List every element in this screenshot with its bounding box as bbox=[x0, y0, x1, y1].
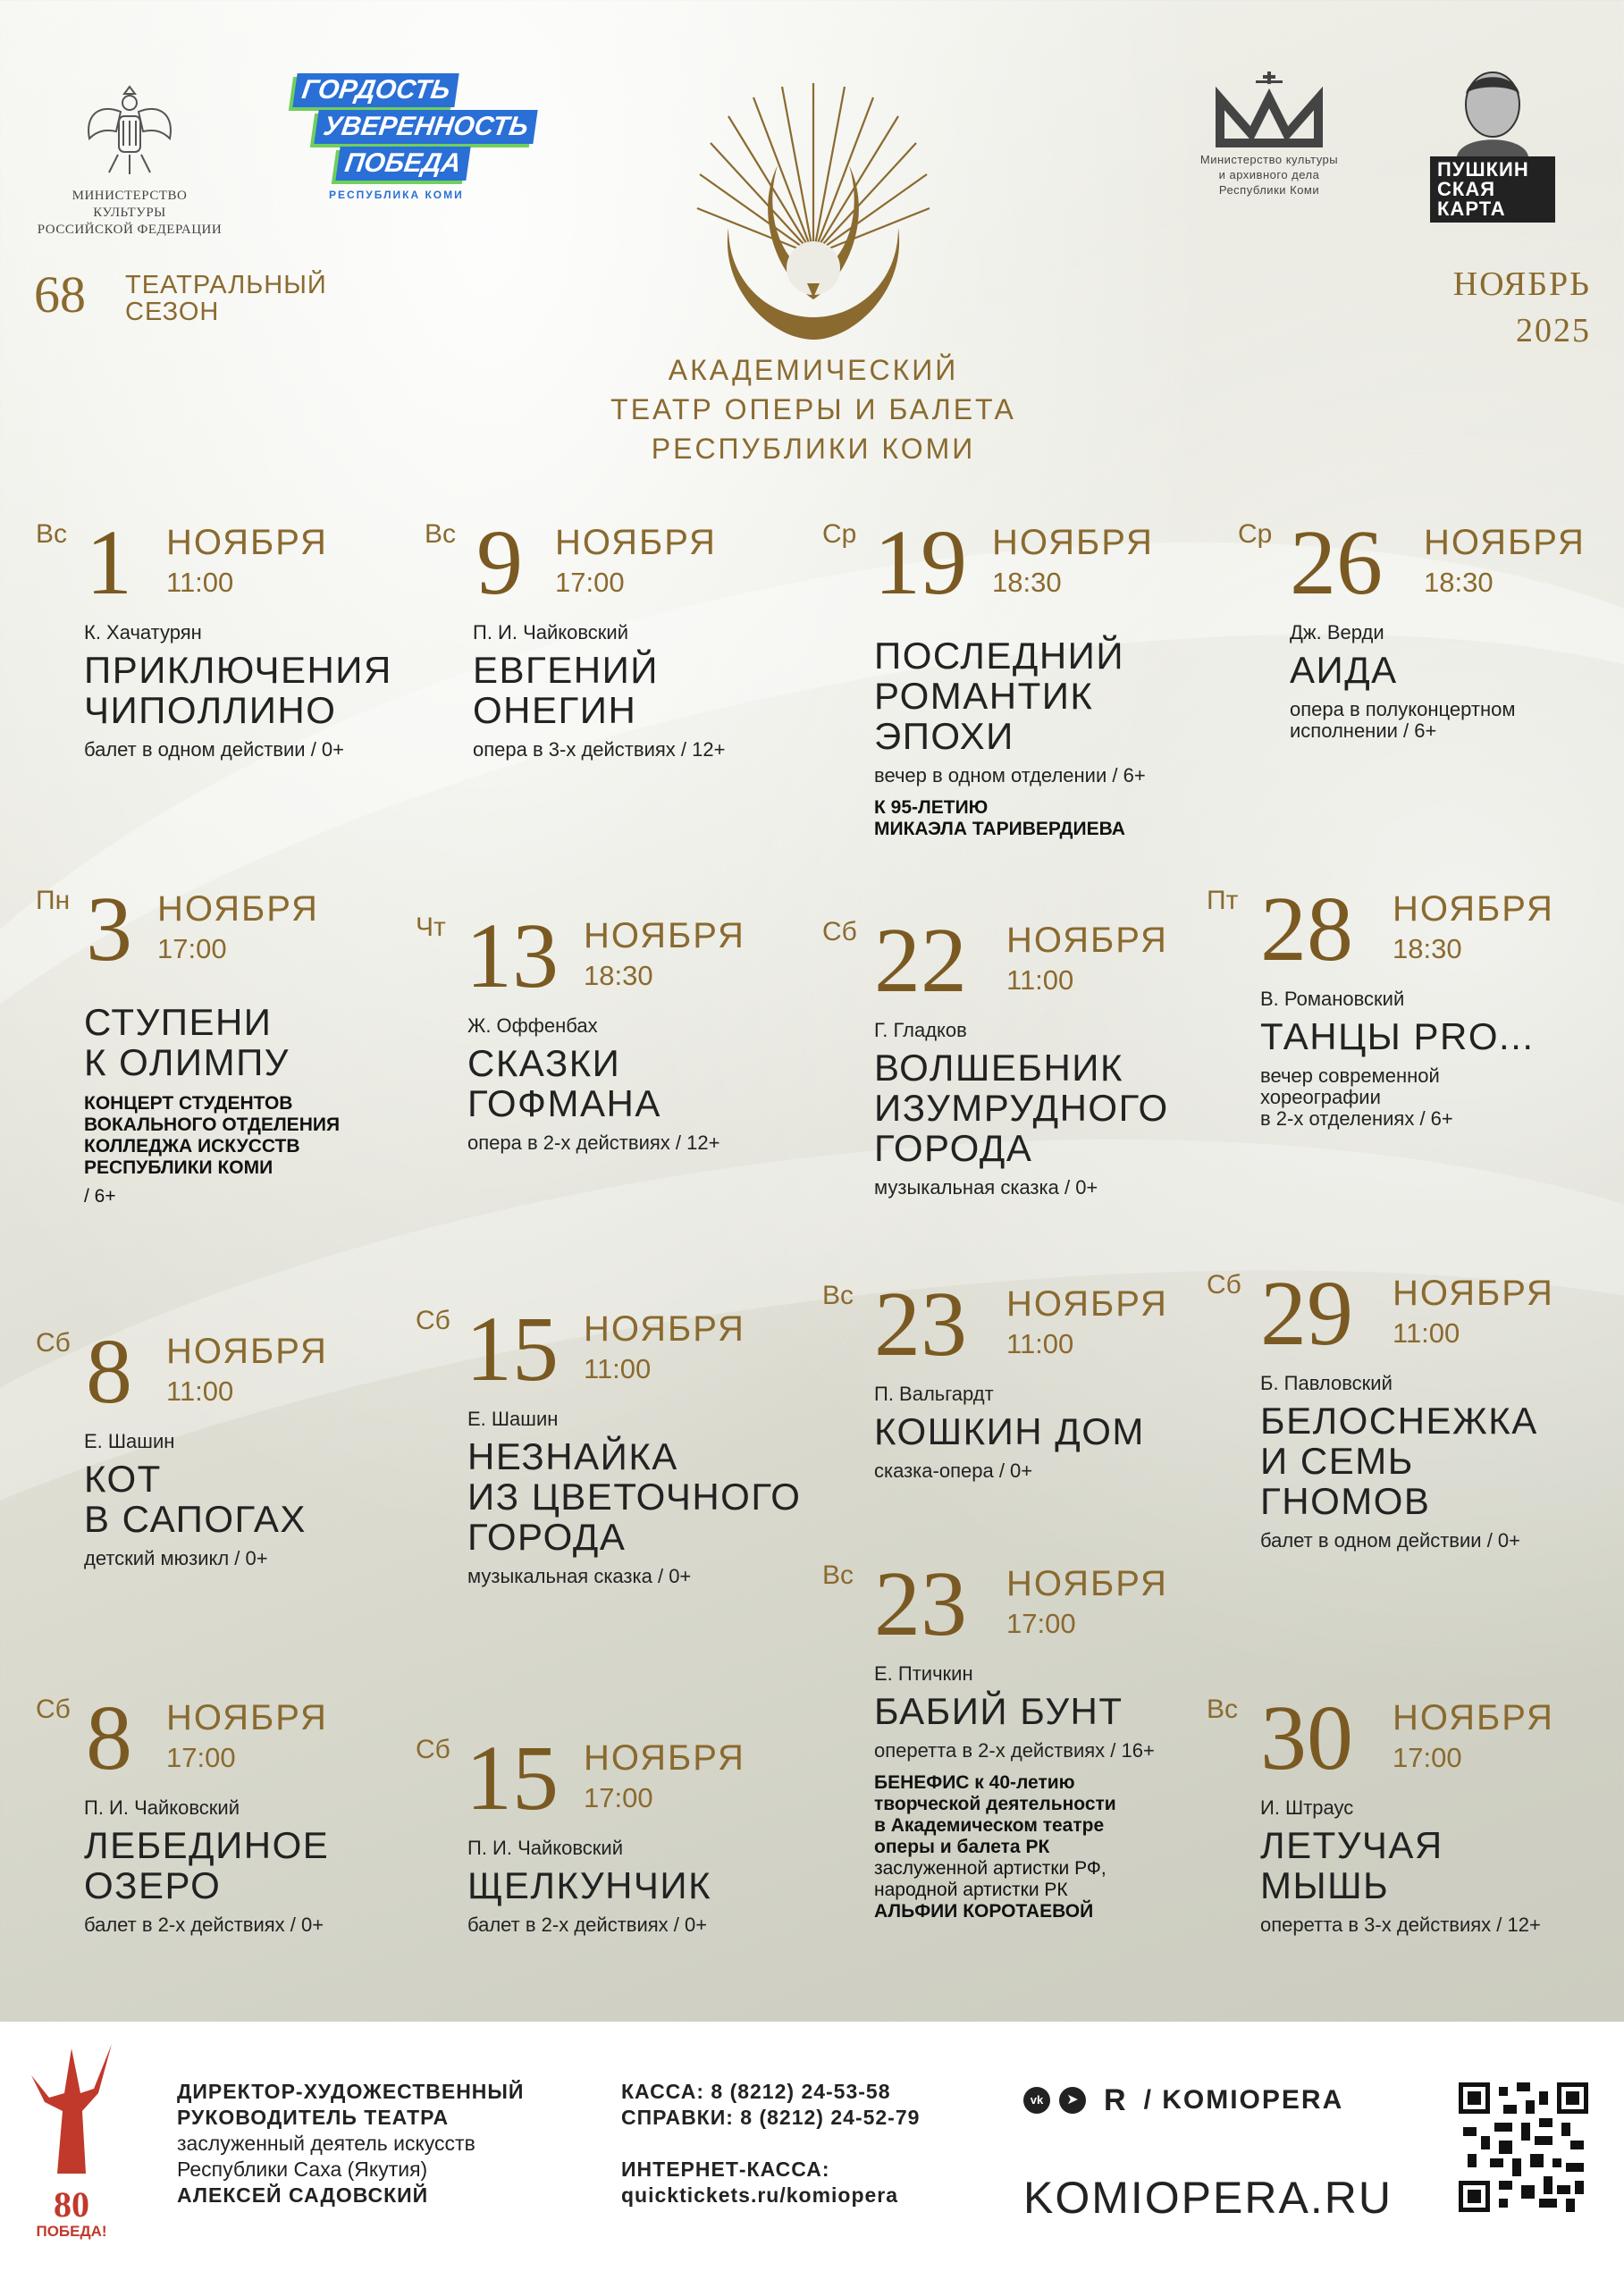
event-day: 13 bbox=[466, 904, 559, 1007]
event-note-line: БЕНЕФИС к 40-летию bbox=[874, 1772, 1075, 1793]
event-genre-line: музыкальная сказка / 0+ bbox=[874, 1176, 1098, 1199]
ministry-right-line-3: Республики Коми bbox=[1218, 183, 1320, 197]
event-genre-line: оперетта в 3-х действиях / 12+ bbox=[1260, 1914, 1541, 1936]
event-genre bbox=[467, 1566, 834, 1587]
theatre-name bbox=[545, 350, 1081, 468]
coat-of-arms-icon bbox=[36, 76, 223, 183]
event-genre bbox=[84, 1914, 450, 1936]
contacts-block bbox=[621, 2079, 920, 2208]
ministry-left-line-2: РОССИЙСКОЙ ФЕДЕРАЦИИ bbox=[37, 223, 223, 237]
event-month: НОЯБРЯ bbox=[584, 1309, 745, 1349]
event-month: НОЯБРЯ bbox=[1424, 523, 1586, 562]
event-time: 18:30 bbox=[1393, 933, 1462, 964]
theatre-name-line-1: АКАДЕМИЧЕСКИЙ bbox=[668, 354, 959, 386]
event-title[interactable]: ЩЕЛКУНЧИК bbox=[467, 1864, 712, 1906]
website-link[interactable]: KOMIOPERA.RU bbox=[1023, 2173, 1393, 2223]
event-genre bbox=[874, 1740, 1241, 1762]
event-genre-line: опера в полуконцертном bbox=[1290, 698, 1516, 720]
event-title[interactable]: ГОРОДА bbox=[467, 1516, 627, 1558]
event-title[interactable]: СТУПЕНИ bbox=[84, 1001, 273, 1043]
event-composer: И. Штраус bbox=[1260, 1796, 1354, 1819]
ministry-left-line-1: МИНИСТЕРСТВО КУЛЬТУРЫ bbox=[72, 189, 188, 220]
event-note-line: КОЛЛЕДЖА ИСКУССТВ bbox=[84, 1136, 300, 1157]
qr-code-icon[interactable] bbox=[1459, 2082, 1588, 2212]
event-genre-line: балет в 2-х действиях / 0+ bbox=[84, 1914, 324, 1936]
event-genre-line: сказка-опера / 0+ bbox=[874, 1459, 1033, 1482]
theatre-name-line-3: РЕСПУБЛИКИ КОМИ bbox=[651, 433, 976, 465]
rutube-icon[interactable]: R bbox=[1104, 2082, 1126, 2117]
event-note bbox=[84, 1093, 450, 1179]
event-month: НОЯБРЯ bbox=[1006, 1564, 1168, 1603]
event-day: 29 bbox=[1260, 1262, 1353, 1365]
event-details bbox=[84, 988, 450, 1207]
year-heading: 2025 bbox=[1516, 312, 1591, 349]
event-title[interactable]: БАБИЙ БУНТ bbox=[874, 1690, 1123, 1732]
event-composer: Б. Павловский bbox=[1260, 1372, 1393, 1394]
director-title-2: Республики Саха (Якутия) bbox=[177, 2158, 428, 2181]
event-title[interactable]: КОТ bbox=[84, 1458, 162, 1500]
event-genre-line: оперетта в 2-х действиях / 16+ bbox=[874, 1739, 1155, 1762]
event-note-line: ВОКАЛЬНОГО ОТДЕЛЕНИЯ bbox=[84, 1115, 341, 1135]
social-row bbox=[1023, 2082, 1343, 2118]
event-composer: П. И. Чайковский bbox=[473, 621, 629, 644]
event-genre bbox=[874, 1460, 1241, 1482]
event-title[interactable]: ГНОМОВ bbox=[1260, 1480, 1431, 1522]
event-day: 28 bbox=[1260, 878, 1353, 980]
event-composer: Дж. Верди bbox=[1290, 621, 1384, 644]
ministry-right-line-2: и архивного дела bbox=[1218, 168, 1320, 181]
event-title[interactable]: ИЗ ЦВЕТОЧНОГО bbox=[467, 1476, 802, 1518]
event-genre-line: вечер современной bbox=[1260, 1064, 1440, 1087]
event-details bbox=[874, 1383, 1241, 1482]
event-day: 26 bbox=[1290, 511, 1383, 614]
event-title[interactable]: ОНЕГИН bbox=[473, 689, 637, 731]
event-composer: П. И. Чайковский bbox=[467, 1837, 624, 1859]
info-phone[interactable]: СПРАВКИ: 8 (8212) 24-52-79 bbox=[621, 2106, 921, 2129]
event-details bbox=[1260, 988, 1624, 1130]
event-genre bbox=[1260, 1065, 1624, 1130]
pushkin-portrait-icon bbox=[1439, 67, 1546, 156]
event-honoree: АЛЬФИИ КОРОТАЕВОЙ bbox=[874, 1901, 1094, 1922]
event-time: 17:00 bbox=[166, 1742, 236, 1773]
event-weekday: Ср bbox=[822, 519, 857, 549]
event-details bbox=[84, 1796, 450, 1936]
event-composer: К. Хачатурян bbox=[84, 621, 202, 644]
event-details bbox=[1260, 1372, 1624, 1552]
event-title[interactable]: ГОФМАНА bbox=[467, 1082, 661, 1124]
event-title[interactable]: ЧИПОЛЛИНО bbox=[84, 689, 337, 731]
event-genre bbox=[467, 1132, 834, 1154]
ministry-right-line-1: Министерство культуры bbox=[1199, 153, 1339, 166]
pushkin-line-3: КАРТА bbox=[1437, 198, 1506, 220]
pushkin-line-1: ПУШКИН bbox=[1437, 158, 1529, 181]
event-weekday: Ср bbox=[1238, 519, 1273, 549]
month-year bbox=[1323, 261, 1591, 354]
event-time: 11:00 bbox=[1393, 1317, 1460, 1349]
event-age: / 6+ bbox=[84, 1186, 116, 1207]
event-month: НОЯБРЯ bbox=[584, 1738, 745, 1778]
event-genre-line: опера в 3-х действиях / 12+ bbox=[473, 738, 726, 761]
victory-80-badge bbox=[27, 2040, 116, 2272]
event-weekday: Пт bbox=[1207, 886, 1239, 915]
director-title-1: заслуженный деятель искусств bbox=[177, 2132, 475, 2155]
event-details bbox=[84, 1430, 450, 1569]
pride-line-3: ПОБЕДА bbox=[335, 147, 470, 181]
event-month: НОЯБРЯ bbox=[584, 916, 745, 955]
event-composer: П. И. Чайковский bbox=[84, 1796, 240, 1819]
event-month: НОЯБРЯ bbox=[1393, 1698, 1554, 1737]
season-label-line-2: СЕЗОН bbox=[125, 298, 220, 326]
event-title[interactable]: МЫШЬ bbox=[1260, 1864, 1390, 1906]
event-note-line: в Академическом театре bbox=[874, 1815, 1105, 1836]
event-time: 11:00 bbox=[1006, 1328, 1074, 1359]
event-time: 17:00 bbox=[555, 567, 625, 598]
event-title[interactable]: ОЗЕРО bbox=[84, 1864, 222, 1906]
pride-line-2: УВЕРЕННОСТЬ bbox=[314, 110, 537, 144]
event-day: 30 bbox=[1260, 1687, 1353, 1789]
internet-kassa-label: ИНТЕРНЕТ-КАССА: bbox=[621, 2158, 830, 2181]
komi-ministry-icon bbox=[1211, 72, 1327, 152]
event-genre bbox=[84, 1548, 450, 1569]
pride-line-1: ГОРДОСТЬ bbox=[292, 73, 459, 107]
event-day: 9 bbox=[476, 511, 523, 614]
event-title[interactable]: ИЗУМРУДНОГО bbox=[874, 1087, 1169, 1129]
event-details bbox=[874, 1019, 1241, 1199]
event-note-line: оперы и балета РК bbox=[874, 1837, 1050, 1857]
event-day: 8 bbox=[86, 1687, 132, 1789]
event-genre-line: исполнении / 6+ bbox=[1290, 719, 1437, 742]
event-weekday: Сб bbox=[822, 917, 857, 946]
event-title[interactable]: ЭПОХИ bbox=[874, 715, 1014, 757]
event-composer: Е. Птичкин bbox=[874, 1662, 973, 1685]
pushkin-line-2: СКАЯ bbox=[1437, 178, 1496, 200]
event-title[interactable]: БЕЛОСНЕЖКА bbox=[1260, 1400, 1538, 1442]
event-note-line: МИКАЭЛА ТАРИВЕРДИЕВА bbox=[874, 819, 1125, 839]
event-day: 23 bbox=[874, 1273, 967, 1375]
event-title[interactable]: КОШКИН ДОМ bbox=[874, 1410, 1145, 1452]
event-details bbox=[1290, 621, 1624, 742]
event-composer: Ж. Оффенбах bbox=[467, 1014, 598, 1037]
event-day: 3 bbox=[86, 878, 132, 980]
event-genre bbox=[467, 1914, 834, 1936]
event-note-line: РЕСПУБЛИКИ КОМИ bbox=[84, 1157, 273, 1178]
event-month: НОЯБРЯ bbox=[166, 523, 328, 562]
event-month: НОЯБРЯ bbox=[1006, 921, 1168, 960]
event-composer: Е. Шашин bbox=[84, 1430, 175, 1452]
event-weekday: Пн bbox=[36, 886, 71, 915]
event-composer: Е. Шашин bbox=[467, 1408, 559, 1430]
event-weekday: Вс bbox=[425, 519, 457, 549]
event-title[interactable]: ВОЛШЕБНИК bbox=[874, 1047, 1123, 1089]
event-composer: В. Романовский bbox=[1260, 988, 1405, 1010]
event-title[interactable]: ПОСЛЕДНИЙ bbox=[874, 635, 1125, 677]
event-details bbox=[874, 621, 1241, 840]
internet-kassa-link[interactable]: quicktickets.ru/komiopera bbox=[621, 2183, 899, 2207]
event-composer: Г. Гладков bbox=[874, 1019, 967, 1041]
event-genre-line: хореографии bbox=[1260, 1086, 1381, 1108]
season-number: 68 bbox=[34, 265, 86, 324]
event-weekday: Сб bbox=[416, 1306, 450, 1335]
event-weekday: Сб bbox=[1207, 1270, 1241, 1300]
event-note bbox=[874, 797, 1241, 840]
season-label-line-1: ТЕАТРАЛЬНЫЙ bbox=[125, 271, 327, 299]
event-note bbox=[874, 1772, 1241, 1858]
event-time: 18:30 bbox=[992, 567, 1062, 598]
kassa-phone[interactable]: КАССА: 8 (8212) 24-53-58 bbox=[621, 2080, 891, 2103]
event-weekday: Чт bbox=[416, 913, 446, 942]
event-genre-line: в 2-х отделениях / 6+ bbox=[1260, 1107, 1453, 1130]
event-time: 17:00 bbox=[1006, 1608, 1076, 1639]
event-details bbox=[84, 621, 450, 761]
event-time: 17:00 bbox=[584, 1782, 653, 1813]
event-time: 11:00 bbox=[166, 567, 234, 598]
event-title[interactable]: ЕВГЕНИЙ bbox=[473, 649, 659, 691]
theatre-emblem-icon bbox=[693, 76, 934, 344]
event-details bbox=[467, 1408, 834, 1587]
event-details bbox=[874, 1662, 1241, 1922]
event-title[interactable]: РОМАНТИК bbox=[874, 675, 1094, 717]
event-month: НОЯБРЯ bbox=[1393, 1274, 1554, 1313]
event-day: 23 bbox=[874, 1552, 967, 1655]
event-genre-line: музыкальная сказка / 0+ bbox=[467, 1565, 692, 1587]
event-weekday: Сб bbox=[36, 1695, 71, 1724]
event-genre bbox=[1260, 1914, 1624, 1936]
event-title[interactable]: ГОРОДА bbox=[874, 1127, 1033, 1169]
director-line-1: ДИРЕКТОР-ХУДОЖЕСТВЕННЫЙ bbox=[177, 2080, 525, 2103]
director-name: АЛЕКСЕЙ САДОВСКИЙ bbox=[177, 2183, 429, 2207]
ministry-culture-logo bbox=[36, 76, 223, 239]
event-day: 22 bbox=[874, 909, 967, 1012]
event-title[interactable]: ПРИКЛЮЧЕНИЯ bbox=[84, 649, 392, 691]
event-title[interactable]: АИДА bbox=[1290, 649, 1398, 691]
event-day: 15 bbox=[466, 1298, 559, 1401]
event-details bbox=[473, 621, 839, 761]
event-weekday: Вс bbox=[36, 519, 68, 549]
event-genre-line: балет в 2-х действиях / 0+ bbox=[467, 1914, 708, 1936]
season-label bbox=[125, 272, 327, 325]
social-handle[interactable]: / KOMIOPERA bbox=[1143, 2085, 1344, 2115]
event-note-line: творческой деятельности bbox=[874, 1794, 1116, 1814]
event-genre bbox=[874, 1177, 1241, 1199]
event-weekday: Сб bbox=[36, 1328, 71, 1358]
event-title[interactable]: К ОЛИМПУ bbox=[84, 1041, 290, 1083]
badge-number: 80 bbox=[54, 2184, 89, 2225]
event-weekday: Вс bbox=[822, 1560, 854, 1590]
event-time: 18:30 bbox=[584, 960, 653, 991]
event-title[interactable]: В САПОГАХ bbox=[84, 1498, 307, 1540]
event-time: 18:30 bbox=[1424, 567, 1494, 598]
event-genre bbox=[473, 739, 839, 761]
event-genre-line: балет в одном действии / 0+ bbox=[84, 738, 344, 761]
pushkin-card-logo bbox=[1430, 67, 1555, 223]
event-title[interactable]: СКАЗКИ bbox=[467, 1042, 621, 1084]
month-heading: НОЯБРЬ bbox=[1452, 265, 1591, 303]
event-time: 17:00 bbox=[1393, 1742, 1462, 1773]
event-month: НОЯБРЯ bbox=[555, 523, 717, 562]
event-title[interactable]: ЛЕБЕДИНОЕ bbox=[84, 1824, 330, 1866]
event-genre-line: опера в 2-х действиях / 12+ bbox=[467, 1131, 720, 1154]
event-month: НОЯБРЯ bbox=[166, 1698, 328, 1737]
vk-icon[interactable]: vk bbox=[1023, 2087, 1050, 2114]
pride-subtitle: РЕСПУБЛИКА КОМИ bbox=[329, 189, 464, 201]
director-line-2: РУКОВОДИТЕЛЬ ТЕАТРА bbox=[177, 2106, 450, 2129]
event-time: 11:00 bbox=[584, 1353, 652, 1384]
event-genre bbox=[1260, 1530, 1624, 1552]
event-day: 1 bbox=[86, 511, 132, 614]
event-time: 11:00 bbox=[1006, 964, 1074, 996]
event-month: НОЯБРЯ bbox=[166, 1332, 328, 1371]
event-weekday: Вс bbox=[1207, 1695, 1239, 1724]
event-title[interactable]: И СЕМЬ bbox=[1260, 1440, 1414, 1482]
event-title[interactable]: ТАНЦЫ PRO... bbox=[1260, 1015, 1535, 1057]
badge-text: ПОБЕДА! bbox=[36, 2223, 107, 2240]
event-day: 8 bbox=[86, 1320, 132, 1423]
director-block bbox=[177, 2079, 524, 2208]
event-genre bbox=[1290, 699, 1624, 742]
ministry-komi-logo bbox=[1184, 72, 1354, 198]
event-details bbox=[1260, 1796, 1624, 1936]
footer bbox=[0, 2022, 1624, 2288]
event-genre-line: балет в одном действии / 0+ bbox=[1260, 1529, 1520, 1552]
event-genre-line: вечер в одном отделении / 6+ bbox=[874, 764, 1146, 786]
event-composer: П. Вальгардт bbox=[874, 1383, 994, 1405]
event-genre bbox=[84, 739, 450, 761]
event-genre-line: детский мюзикл / 0+ bbox=[84, 1547, 268, 1569]
motherland-statue-icon bbox=[27, 2040, 116, 2191]
event-time: 11:00 bbox=[166, 1375, 234, 1407]
event-weekday: Вс bbox=[822, 1281, 854, 1310]
event-note-plain: народной артистки РК bbox=[874, 1880, 1068, 1900]
event-month: НОЯБРЯ bbox=[157, 889, 319, 929]
event-time: 17:00 bbox=[157, 933, 227, 964]
event-weekday: Сб bbox=[416, 1735, 450, 1764]
event-details bbox=[467, 1837, 834, 1936]
event-month: НОЯБРЯ bbox=[992, 523, 1154, 562]
event-details bbox=[467, 1014, 834, 1154]
event-month: НОЯБРЯ bbox=[1006, 1284, 1168, 1324]
event-day: 19 bbox=[874, 511, 967, 614]
event-note-line: К 95-ЛЕТИЮ bbox=[874, 797, 989, 818]
event-title[interactable]: ЛЕТУЧАЯ bbox=[1260, 1824, 1443, 1866]
event-genre bbox=[874, 765, 1241, 786]
theatre-name-line-2: ТЕАТР ОПЕРЫ И БАЛЕТА bbox=[610, 393, 1016, 425]
event-note-plain: заслуженной артистки РФ, bbox=[874, 1858, 1107, 1879]
event-note-line: КОНЦЕРТ СТУДЕНТОВ bbox=[84, 1093, 293, 1114]
event-title[interactable]: НЕЗНАЙКА bbox=[467, 1435, 678, 1477]
telegram-icon[interactable]: ➤ bbox=[1059, 2087, 1086, 2114]
event-day: 15 bbox=[466, 1727, 559, 1830]
pride-confidence-victory-logo bbox=[295, 73, 581, 201]
event-month: НОЯБРЯ bbox=[1393, 889, 1554, 929]
